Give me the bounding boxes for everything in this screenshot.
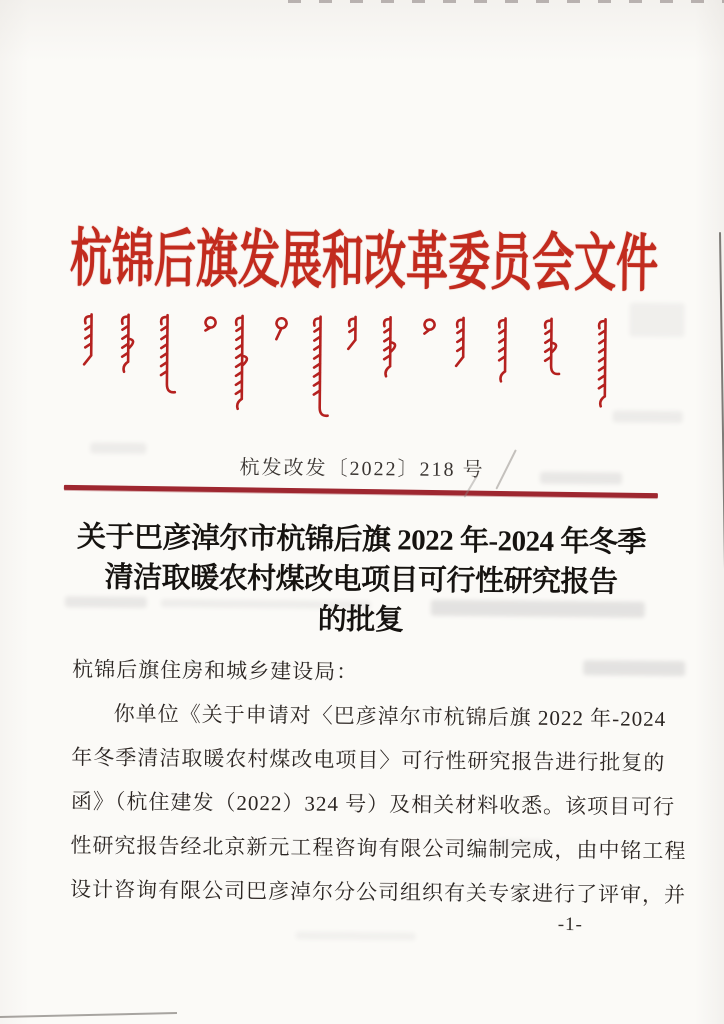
bleedthrough-artifact bbox=[431, 600, 645, 618]
document-body bbox=[69, 647, 687, 917]
document-title-line: 的批复 bbox=[317, 603, 404, 637]
mongolian-script-word bbox=[541, 318, 562, 386]
mongolian-script-row bbox=[1, 0, 724, 423]
mongolian-script-word bbox=[81, 313, 102, 375]
mongolian-script-word bbox=[200, 314, 220, 340]
document-title-line: 关于巴彦淖尔市杭锦后旗 2022 年-2024 年冬季 bbox=[76, 521, 647, 559]
mongolian-script-word bbox=[157, 314, 178, 404]
red-header-org-title: 杭锦后旗发展和改革委员会文件 bbox=[69, 225, 659, 301]
mongolian-script-word bbox=[495, 317, 516, 391]
bleedthrough-artifact bbox=[90, 442, 146, 454]
document-title bbox=[38, 517, 683, 643]
bleedthrough-artifact bbox=[629, 303, 684, 338]
mongolian-script-word bbox=[118, 314, 139, 382]
bleedthrough-artifact bbox=[496, 839, 542, 849]
bleedthrough-artifact bbox=[583, 660, 685, 676]
mongolian-script-word bbox=[419, 317, 439, 344]
mongolian-script-word bbox=[380, 316, 401, 386]
mongolian-script-word bbox=[595, 318, 616, 416]
mongolian-script-word bbox=[232, 315, 253, 419]
body-line: 性研究报告经北京新元工程咨询有限公司编制完成，由中铭工程 bbox=[70, 833, 687, 864]
body-line: 函》（杭住建发（2022）324 号）及相关材料收悉。该项目可行 bbox=[70, 789, 676, 820]
bleedthrough-artifact bbox=[540, 472, 622, 485]
document-number: 杭发改发〔2022〕218 号 bbox=[239, 456, 485, 482]
bleedthrough-artifact bbox=[613, 410, 683, 423]
mongolian-script-word bbox=[345, 316, 365, 360]
mongolian-script-word bbox=[310, 316, 331, 428]
red-separator-rule bbox=[64, 485, 658, 498]
body-line: 年冬季清洁取暖农村煤改电项目〉可行性研究报告进行批复的 bbox=[71, 745, 666, 775]
bleedthrough-artifact bbox=[296, 931, 416, 940]
mongolian-script-word bbox=[271, 315, 291, 349]
document-title-line: 清洁取暖农村煤改电项目可行性研究报告 bbox=[104, 561, 618, 599]
page-number: -1- bbox=[557, 913, 583, 936]
body-line: 设计咨询有限公司巴彦淖尔分公司组织有关专家进行了评审，并 bbox=[69, 877, 687, 908]
salutation: 杭锦后旗住房和城乡建设局： bbox=[72, 657, 359, 684]
body-line: 你单位《关于申请对〈巴彦淖尔市杭锦后旗 2022 年-2024 bbox=[113, 701, 667, 731]
bleedthrough-artifact bbox=[65, 596, 147, 608]
mongolian-script-word bbox=[453, 317, 474, 377]
